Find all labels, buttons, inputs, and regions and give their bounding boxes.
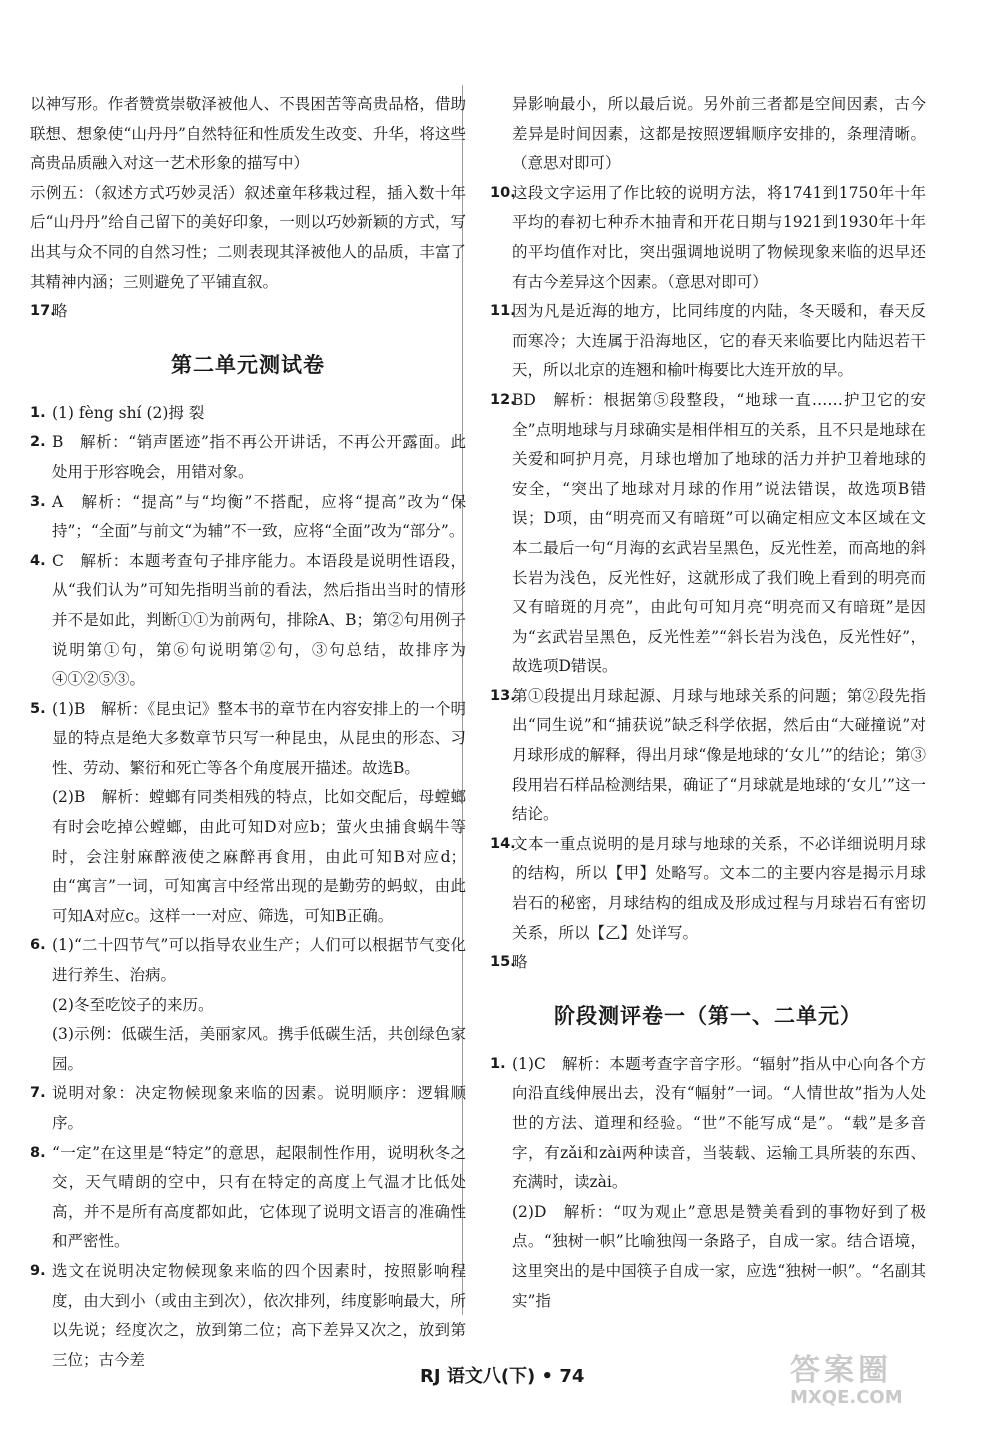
item-number: 13. bbox=[490, 687, 516, 704]
answer-item bbox=[490, 682, 926, 830]
answer-text: 文本一重点说明的是月球与地球的关系，不必详细说明月球的结构，所以【甲】处略写。文本二的主要内容是揭示月球岩石的秘密，月球结构的组成及形成过程与月球岩石有密切关系，所以【乙】处详写。 bbox=[512, 834, 926, 942]
answer-text: 因为凡是近海的地方，比同纬度的内陆，冬天暖和，春天反而寒冷；大连属于沿海地区，它的春天来临要比内陆迟若干天，所以北京的连翘和榆叶梅要比大连开放的早。 bbox=[512, 302, 926, 380]
item-number: 11. bbox=[490, 303, 516, 320]
answer-subitem: (3)示例：低碳生活，美丽家风。携手低碳生活，共创绿色家园。 bbox=[52, 1025, 466, 1073]
item-number: 4. bbox=[30, 552, 46, 569]
answer-item bbox=[490, 179, 926, 297]
item-number: 6. bbox=[30, 937, 46, 954]
answer-text: 选文在说明决定物候现象来临的四个因素时，按照影响程度，由大到小（或由主到次），依次排列，纬度影响最大，所以先说；经度次之，放到第二位；高下差异又次之，放到第三位；古今差 bbox=[52, 1261, 466, 1369]
answer-text: BD 解析：根据第⑤段整段，“地球一直……护卫它的安全”点明地球与月球确实是相伴相互的关系，且不只是地球在关爱和呵护月亮，月球也增加了地球的活力并护卫着地球的安全，“突出了地球对月球的作用”说法错误，故选项B错误；D项，由“明亮而又有暗斑”可以确定相应文本区域在文本二最后一句“月海的玄武岩呈黑色，反光性差，而高地的斜长岩为浅色，反光性好，这就形成了我们晚上看到的明亮而又有暗斑的月亮”，由此句可知月亮“明亮而又有暗斑”是因为“玄武岩呈黑色，反光性差”“斜长岩为浅色，反光性好”，故选项D错误。 bbox=[512, 390, 926, 676]
section-title: 第二单元测试卷 bbox=[171, 352, 325, 377]
answer-text: 略 bbox=[512, 953, 528, 972]
item-number: 14. bbox=[490, 835, 516, 852]
paragraph: 异影响最小，所以最后说。另外前三者都是空间因素，古今差异是时间因素，这都是按照逻辑顺序安排的，条理清晰。（意思对即可） bbox=[512, 95, 926, 173]
item-number: 7. bbox=[30, 1085, 46, 1102]
item-number: 15. bbox=[490, 954, 516, 971]
item-number: 9. bbox=[30, 1262, 46, 1279]
answer-text: (1)C 解析：本题考查字音字形。“辐射”指从中心向各个方向沿直线伸展出去，没有“幅射”一词。“人情世故”指为人处世的方法、道理和经验。“世”不能写成“是”。“载”是多音字，有zǎi和zài两种读音，当装载、运输工具所装的东西、充满时，读zài。 bbox=[512, 1054, 926, 1192]
answer-item bbox=[490, 830, 926, 948]
left-column bbox=[30, 90, 466, 1375]
answer-text: C 解析：本题考查句子排序能力。本语段是说明性语段，从“我们认为”可知先指明当前的看法，然后指出当时的情形并不是如此，判断①①为前两句，排除A、B；第②句用例子说明第①句，第⑥句说明第②句，③句总结，故排序为④①②⑤③。 bbox=[52, 551, 466, 689]
section-title: 阶段测评卷一（第一、二单元） bbox=[554, 1003, 862, 1028]
answer-item bbox=[30, 547, 466, 695]
page-footer: RJ 语文八(下) • 74 bbox=[420, 1366, 585, 1387]
answer-item bbox=[30, 931, 466, 990]
answer-text: 第①段提出月球起源、月球与地球关系的问题；第②段先指出“同生说”和“捕获说”缺乏科学依据，然后由“大碰撞说”对月球形成的解释，得出月球“像是地球的‘女儿’”的结论；第③段用岩石样品检测结果，确证了“月球就是地球的‘女儿’”这一结论。 bbox=[512, 686, 926, 824]
answer-item bbox=[30, 428, 466, 487]
answer-item bbox=[30, 399, 466, 429]
answer-subitem: (2)D 解析：“叹为观止”意思是赞美看到的事物好到了极点。“独树一帜”比喻独闯一条路子，自成一家。结合语境，这里突出的是中国筷子自成一家，应选“独树一帜”。“名副其实”指 bbox=[512, 1202, 926, 1310]
answer-item bbox=[30, 297, 466, 327]
answer-text: B 解析：“销声匿迹”指不再公开讲话，不再公开露面。此处用于形容晚会，用错对象。 bbox=[52, 433, 466, 481]
answer-text: A 解析：“提高”与“均衡”不搭配，应将“提高”改为“保持”；“全面”与前文“为辅”不一致，应将“全面”改为“部分”。 bbox=[52, 492, 466, 541]
item-number: 1. bbox=[490, 1055, 506, 1072]
answer-item bbox=[30, 695, 466, 784]
answer-item bbox=[30, 488, 466, 547]
item-number: 8. bbox=[30, 1144, 46, 1161]
answer-subitem: (2)B 解析：螳螂有同类相残的特点，比如交配后，母螳螂有时会吃掉公螳螂，由此可知D对应b；萤火虫捕食蜗牛等时，会注射麻醉液使之麻醉再食用，由此可知B对应d；由“寓言”一词，可知寓言中经常出现的是勤劳的蚂蚁，由此可知A对应c。这样一一对应、筛选，可知B正确。 bbox=[52, 788, 466, 925]
answer-item bbox=[490, 1050, 926, 1198]
item-number: 12. bbox=[490, 391, 516, 408]
answer-item bbox=[490, 948, 926, 978]
paragraph: 以神写形。作者赞赏崇敬泽被他人、不畏困苦等高贵品格，借助联想、想象使“山丹丹”自然特征和性质发生改变、升华，将这些高贵品质融入对这一艺术形象的描写中） bbox=[30, 95, 466, 173]
paragraph: 示例五：（叙述方式巧妙灵活）叙述童年移栽过程，插入数十年后“山丹丹”给自己留下的美好印象，一则以巧妙新颖的方式，写出其与众不同的自然习性；二则表现其泽被他人的品质，丰富了其精神内涵；三则避免了平铺直叙。 bbox=[30, 183, 466, 291]
watermark bbox=[790, 1345, 990, 1425]
watermark-logo: 答案圈 bbox=[790, 1353, 892, 1388]
answer-text: 这段文字运用了作比较的说明方法，将1741到1750年十年平均的春初七种乔木抽青和开花日期与1921到1930年十年的平均值作对比，突出强调地说明了物候现象来临的迟早还有古今差异这个因素。（意思对即可） bbox=[512, 183, 926, 291]
answer-text: 略 bbox=[52, 302, 68, 321]
answer-text: (1)B 解析：《昆虫记》整本书的章节在内容安排上的一个明显的特点是绝大多数章节只写一种昆虫，从昆虫的形态、习性、劳动、繁衍和死亡等各个角度展开描述。故选B。 bbox=[52, 699, 466, 777]
answer-item bbox=[490, 297, 926, 386]
answer-text: (1) fèng shí (2)拇 裂 bbox=[52, 403, 205, 422]
watermark-url: MXQE.COM bbox=[790, 1387, 903, 1408]
item-number: 17. bbox=[30, 303, 56, 320]
answer-item bbox=[30, 1139, 466, 1257]
answer-item bbox=[30, 1079, 466, 1138]
item-number: 3. bbox=[30, 493, 46, 510]
answer-item bbox=[490, 386, 926, 682]
item-number: 10. bbox=[490, 184, 516, 201]
right-column bbox=[490, 90, 926, 1316]
answer-item bbox=[30, 1257, 466, 1375]
item-number: 5. bbox=[30, 700, 46, 717]
item-number: 2. bbox=[30, 434, 46, 451]
answer-text: (1)“二十四节气”可以指导农业生产；人们可以根据节气变化进行养生、治病。 bbox=[52, 936, 466, 985]
answer-text: “一定”在这里是“特定”的意思，起限制性作用，说明秋冬之交，天气晴朗的空中，只有在特定的高度上气温才比低处高，并不是所有高度都如此，它体现了说明文语言的准确性和严密性。 bbox=[52, 1143, 466, 1251]
answer-text: 说明对象：决定物候现象来临的因素。说明顺序：逻辑顺序。 bbox=[52, 1084, 466, 1132]
answer-subitem: (2)冬至吃饺子的来历。 bbox=[52, 995, 214, 1014]
item-number: 1. bbox=[30, 404, 46, 421]
